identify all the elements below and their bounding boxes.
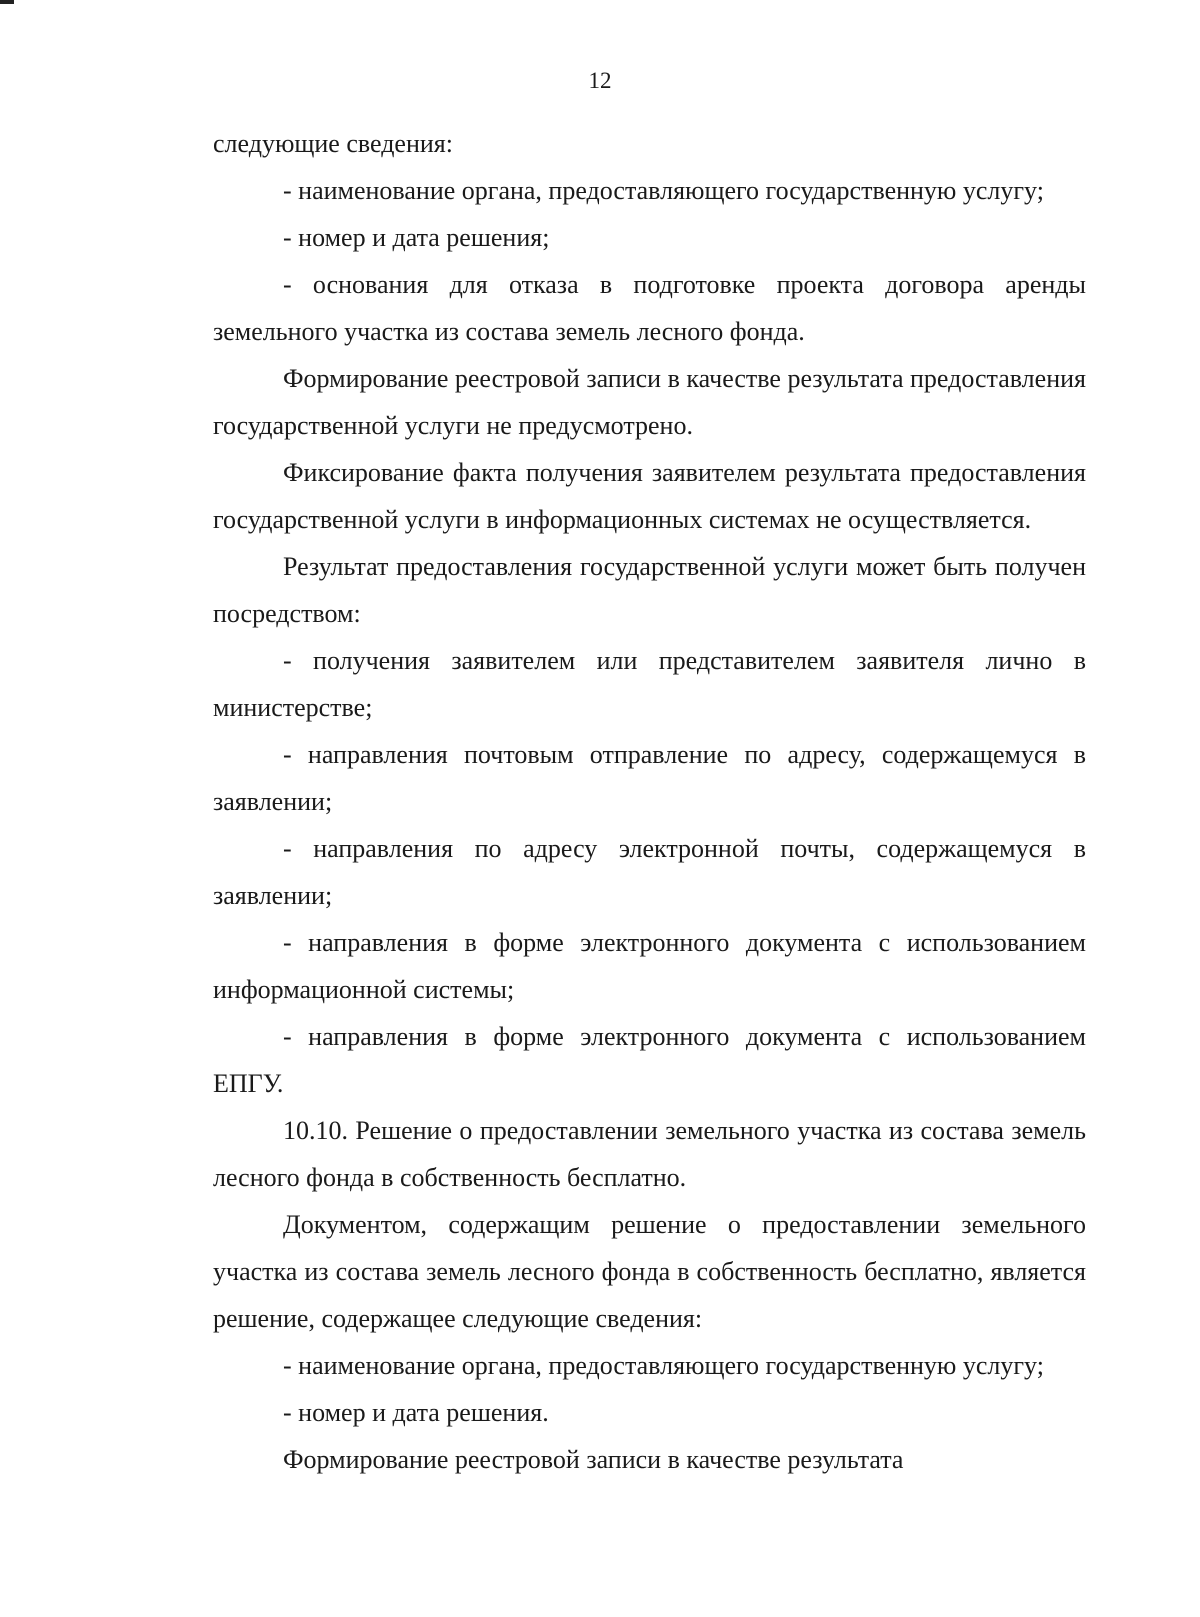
document-body <box>213 120 1086 1483</box>
paragraph: следующие сведения: <box>213 129 453 158</box>
paragraph: Результат предоставления государственной услуги может быть получен посредством: <box>213 552 1086 628</box>
paragraph: - основания для отказа в подготовке проекта договора аренды земельного участка из состава земель лесного фонда. <box>213 270 1086 346</box>
section-heading-10-10: 10.10. Решение о предоставлении земельного участка из состава земель лесного фонда в собственность бесплатно. <box>213 1116 1086 1192</box>
paragraph: - номер и дата решения. <box>283 1398 549 1427</box>
paragraph: Формирование реестровой записи в качестве результата предоставления государственной услуги не предусмотрено. <box>213 364 1086 440</box>
paragraph: - направления в форме электронного документа с использованием информационной системы; <box>213 928 1086 1004</box>
paragraph: - наименование органа, предоставляющего государственную услугу; <box>283 1351 1044 1380</box>
paragraph: Документом, содержащим решение о предоставлении земельного участка из состава земель лесного фонда в собственность бесплатно, является решение, содержащее следующие сведения: <box>213 1210 1086 1333</box>
paragraph: - направления почтовым отправление по адресу, содержащемуся в заявлении; <box>213 740 1086 816</box>
paragraph: Формирование реестровой записи в качестве результата <box>283 1445 904 1474</box>
paragraph: - получения заявителем или представителем заявителя лично в министерстве; <box>213 646 1086 722</box>
paragraph: - направления в форме электронного документа с использованием ЕПГУ. <box>213 1022 1086 1098</box>
paragraph: - номер и дата решения; <box>283 223 550 252</box>
paragraph: - наименование органа, предоставляющего государственную услугу; <box>283 176 1044 205</box>
scan-corner-mark <box>0 0 14 4</box>
paragraph: - направления по адресу электронной почты, содержащемуся в заявлении; <box>213 834 1086 910</box>
page-number: 12 <box>588 68 612 93</box>
paragraph: Фиксирование факта получения заявителем результата предоставления государственной услуги в информационных системах не осуществляется. <box>213 458 1086 534</box>
